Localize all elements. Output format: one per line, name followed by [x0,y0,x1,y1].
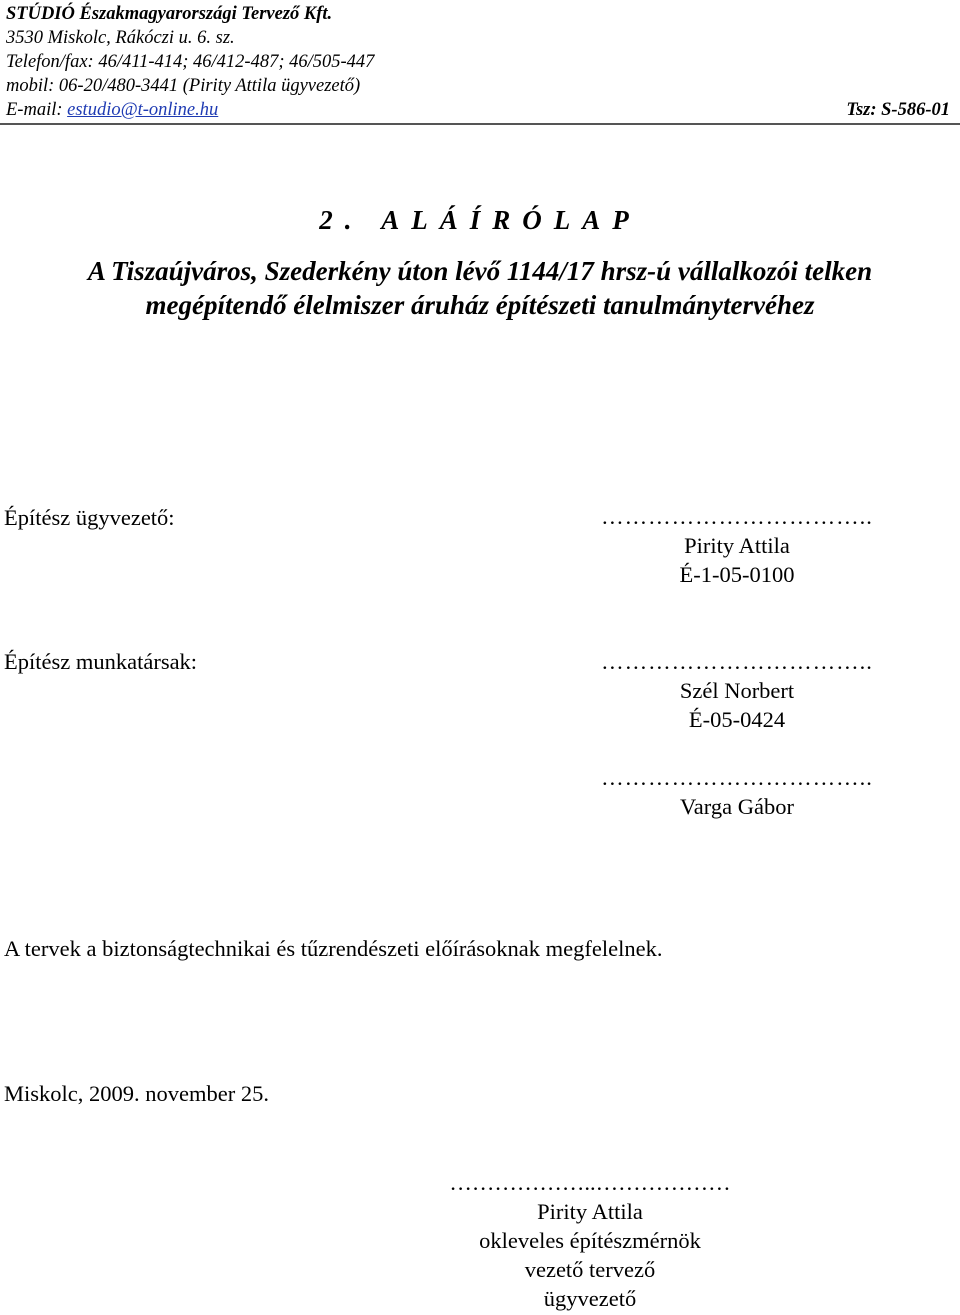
compliance-statement: A tervek a biztonságtechnikai és tűzrendészeti előírásoknak megfelelnek. [4,936,663,961]
subject-line-1: A Tiszaújváros, Szederkény úton lévő 1144/17 hrsz-ú vállalkozói telken [87,256,873,286]
staff2-name: Varga Gábor [680,794,794,819]
place-and-date: Miskolc, 2009. november 25. [4,1081,269,1106]
company-address: 3530 Miskolc, Rákóczi u. 6. sz. [6,28,235,48]
final-signer-name: Pirity Attila [537,1199,643,1224]
staff1-signature-line: …………………………….. [601,649,873,674]
final-signature-line: ………………..……………… [449,1170,731,1195]
page-title: 2. ALÁÍRÓLAP [319,205,641,235]
staff1-id: É-05-0424 [688,707,786,732]
subject-line-2: megépítendő élelmiszer áruház építészeti tanulmánytervéhez [145,290,815,320]
architect-id: É-1-05-0100 [679,562,795,587]
company-telefax: Telefon/fax: 46/411-414; 46/412-487; 46/505-447 [6,52,375,72]
architect-director-label: Építész ügyvezető: [4,505,175,530]
company-mobile: mobil: 06-20/480-3441 (Pirity Attila ügyvezető) [6,76,361,96]
email-link[interactable]: estudio@t-online.hu [67,100,219,120]
header-divider [0,123,960,125]
document-number: Tsz: S-586-01 [846,100,950,120]
staff-architects-label: Építész munkatársak: [4,649,198,674]
email-label: E-mail: [6,100,68,120]
company-name: STÚDIÓ Északmagyarországi Tervező Kft. [6,4,333,24]
final-signer-title-2: vezető tervező [524,1257,656,1282]
staff2-signature-line: …………………………….. [601,765,873,790]
staff1-name: Szél Norbert [679,678,795,703]
architect-name: Pirity Attila [684,533,790,558]
architect-signature-line: …………………………….. [601,504,873,529]
final-signer-title-1: okleveles építészmérnök [479,1228,701,1253]
company-email-line [6,99,218,121]
final-signer-title-3: ügyvezető [543,1286,637,1311]
